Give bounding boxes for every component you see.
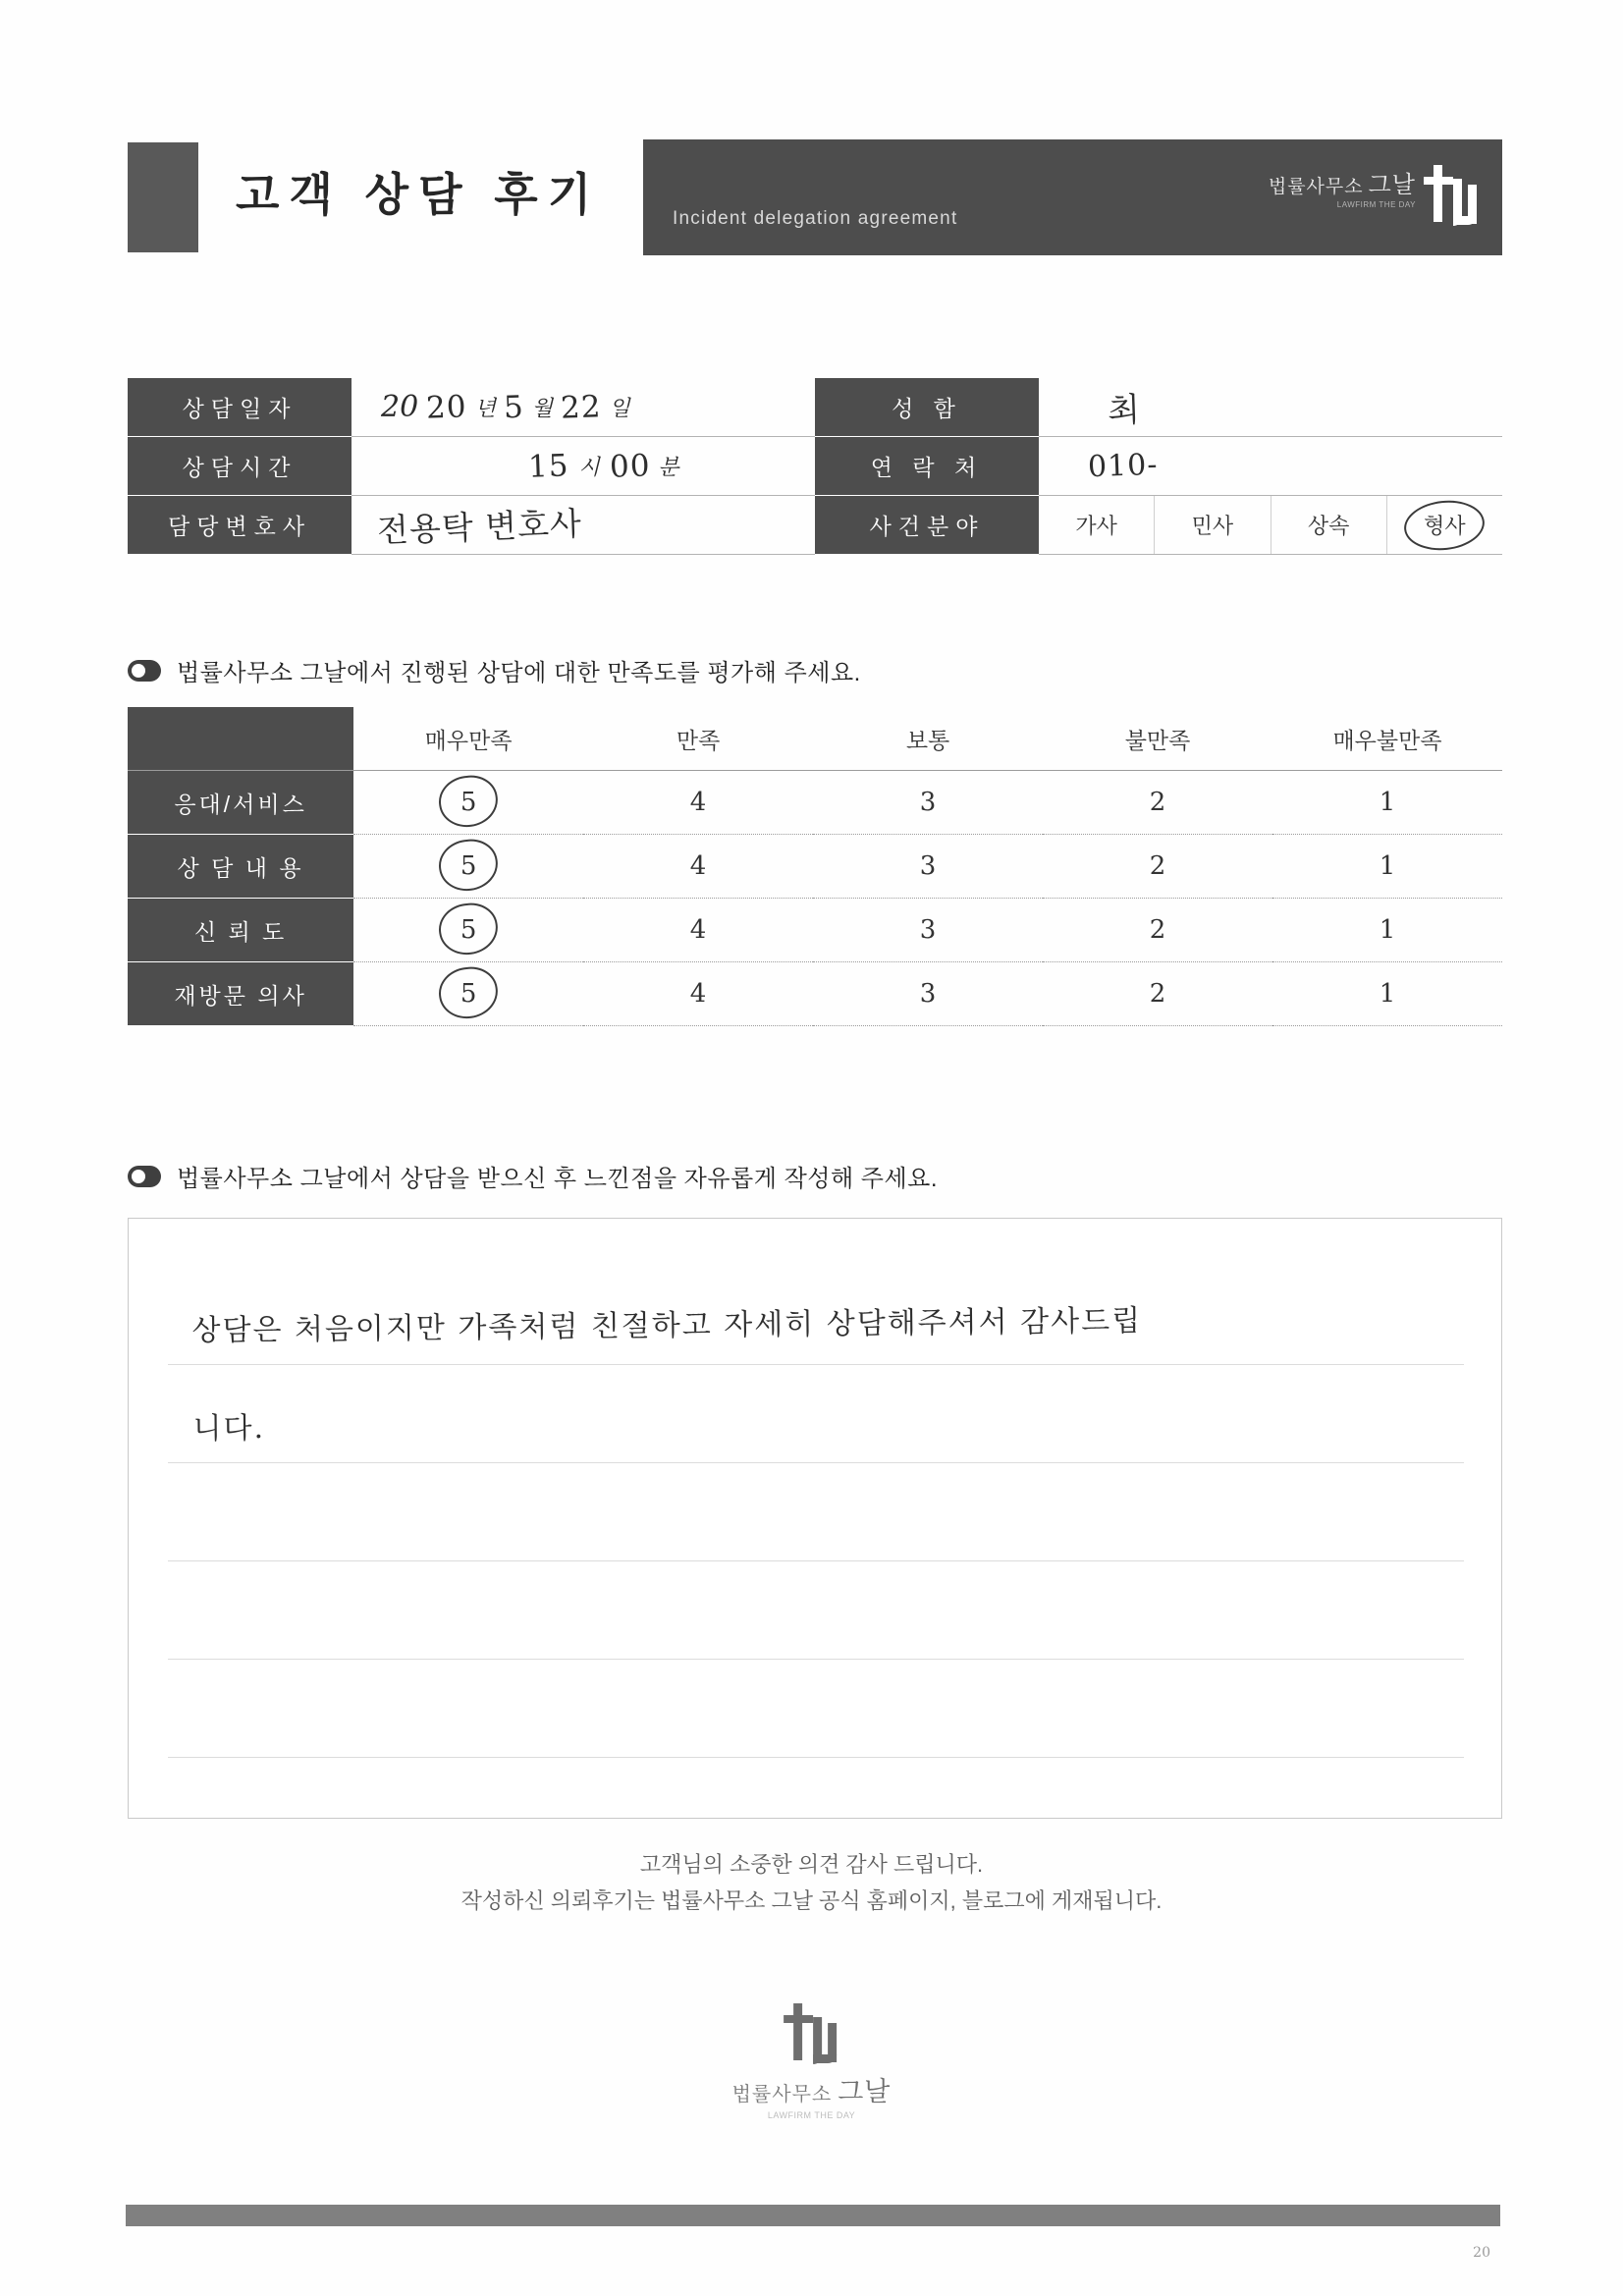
rating-row-label-content: 상 담 내 용: [128, 835, 353, 899]
rating-cell-service-3[interactable]: [813, 771, 1043, 835]
info-row-lawyer: [128, 496, 815, 555]
footer-brand-mark-icon: [784, 2003, 839, 2064]
rating-cell-trust-4[interactable]: [583, 899, 813, 962]
rating-cell-trust-1[interactable]: [1272, 899, 1502, 962]
info-row-case-field: [815, 496, 1502, 555]
brand-prefix: 법률사무소: [1268, 176, 1364, 197]
info-row-date: [128, 378, 815, 437]
brand-logo: [1269, 165, 1479, 226]
rating-corner-cell: [128, 707, 353, 771]
date-year-suffix: 년: [474, 397, 496, 421]
rating-cell-service-2[interactable]: [1043, 771, 1272, 835]
score-value: 2: [1149, 851, 1166, 881]
question-2: [128, 1159, 938, 1193]
date-day-suffix: 일: [609, 397, 630, 421]
info-label-contact: 연 락 처: [815, 437, 1039, 496]
client-name-handwritten: 최: [1107, 390, 1142, 431]
score-value: 1: [1379, 851, 1396, 881]
info-value-time[interactable]: [352, 437, 815, 496]
info-label-lawyer: 담당변호사: [128, 496, 352, 555]
time-hour-suffix: 시: [578, 456, 600, 480]
footer-note-line-2: 작성하신 의뢰후기는 법률사무소 그날 공식 홈페이지, 블로그에 게재됩니다.: [460, 1888, 1163, 1914]
rating-cell-revisit-1[interactable]: [1272, 962, 1502, 1026]
info-row-contact: [815, 437, 1502, 496]
header-bar: [643, 139, 1502, 255]
rating-column-neutral: 보통: [813, 707, 1043, 771]
rating-cell-content-3[interactable]: [813, 835, 1043, 899]
score-value: 1: [1379, 979, 1396, 1009]
comment-line-2: 니다.: [192, 1411, 266, 1447]
rating-cell-content-2[interactable]: [1043, 835, 1272, 899]
score-value: 3: [919, 788, 937, 817]
time-minute-suffix: 분: [658, 456, 679, 480]
time-hour-value: 15: [527, 447, 570, 485]
footer-notes: [0, 1846, 1623, 1920]
score-value: 5: [460, 979, 477, 1009]
info-label-time: 상담시간: [128, 437, 352, 496]
header-subtitle: Incident delegation agreement: [673, 208, 958, 229]
score-value: 5: [460, 851, 477, 881]
rating-cell-content-1[interactable]: [1272, 835, 1502, 899]
info-row-time: [128, 437, 815, 496]
info-right-column: [815, 378, 1502, 555]
bullet-icon: [128, 660, 161, 682]
date-month-suffix: 월: [531, 397, 553, 421]
rating-cell-service-4[interactable]: [583, 771, 813, 835]
date-month-value: 5: [503, 389, 525, 425]
rating-cell-revisit-5[interactable]: [353, 962, 583, 1026]
table-row: [128, 899, 1502, 962]
rating-cell-revisit-2[interactable]: [1043, 962, 1272, 1026]
date-year-value: 20: [425, 388, 468, 426]
comment-handwritten-text: [191, 1269, 1470, 1479]
info-value-name[interactable]: [1039, 378, 1502, 437]
case-field-option-civil[interactable]: 민사: [1154, 496, 1270, 554]
table-row: [128, 771, 1502, 835]
footer-brand-korean: [732, 2070, 892, 2108]
satisfaction-rating-table: [128, 707, 1502, 1026]
rating-column-satisfied: 만족: [583, 707, 813, 771]
info-label-case-field: 사건분야: [815, 496, 1039, 555]
rating-column-dissatisfied: 불만족: [1043, 707, 1272, 771]
score-value: 2: [1149, 788, 1166, 817]
rating-cell-revisit-4[interactable]: [583, 962, 813, 1026]
rating-cell-trust-3[interactable]: [813, 899, 1043, 962]
rating-cell-service-5[interactable]: [353, 771, 583, 835]
footer-brand-name: 그날: [838, 2077, 892, 2106]
score-value: 2: [1149, 979, 1166, 1009]
info-value-date[interactable]: [352, 378, 815, 437]
score-value: 4: [689, 979, 707, 1009]
score-value: 4: [689, 851, 707, 881]
info-row-name: [815, 378, 1502, 437]
info-label-date: 상담일자: [128, 378, 352, 437]
rating-cell-trust-2[interactable]: [1043, 899, 1272, 962]
score-value: 1: [1379, 915, 1396, 945]
score-value: 5: [460, 788, 477, 817]
rating-row-label-revisit: 재방문 의사: [128, 962, 353, 1026]
score-value: 4: [689, 788, 707, 817]
question-1-text: 법률사무소 그날에서 진행된 상담에 대한 만족도를 평가해 주세요.: [177, 660, 861, 686]
brand-name: 그날: [1368, 171, 1416, 198]
comment-line-1: 상담은 처음이지만 가족처럼 친절하고 자세히 상담해주셔서 감사드립: [191, 1303, 1143, 1348]
footer-brand-prefix: 법률사무소: [731, 2084, 833, 2105]
brand-mark-icon: [1424, 165, 1479, 226]
header-accent-square: [128, 142, 198, 252]
page-title: 고객 상담 후기: [236, 169, 602, 220]
score-value: 5: [460, 915, 477, 945]
rating-cell-trust-5[interactable]: [353, 899, 583, 962]
case-field-option-criminal[interactable]: 형사: [1386, 496, 1502, 554]
time-minute-value: 00: [609, 447, 651, 485]
lawyer-name-handwritten: 전용탁 변호사: [376, 504, 583, 550]
info-value-contact[interactable]: [1039, 437, 1502, 496]
info-value-lawyer[interactable]: [352, 496, 815, 555]
rating-column-very-dissatisfied: 매우불만족: [1272, 707, 1502, 771]
footer-note-line-1: 고객님의 소중한 의견 감사 드립니다.: [639, 1852, 984, 1877]
free-comment-box[interactable]: [128, 1218, 1502, 1819]
case-field-option-inheritance[interactable]: 상속: [1271, 496, 1386, 554]
rating-cell-content-5[interactable]: [353, 835, 583, 899]
score-value: 3: [919, 851, 937, 881]
question-2-text: 법률사무소 그날에서 상담을 받으신 후 느낀점을 자유롭게 작성해 주세요.: [177, 1166, 939, 1192]
case-field-option-family[interactable]: 가사: [1075, 514, 1117, 538]
score-value: 3: [919, 979, 937, 1009]
rating-row-label-service: 응대/서비스: [128, 771, 353, 835]
footer-bar: [126, 2205, 1500, 2226]
brand-logo-english: LAWFIRM THE DAY: [1336, 200, 1416, 210]
score-value: 1: [1379, 788, 1396, 817]
date-year-prefix: 20: [381, 390, 419, 424]
page-number: 20: [1473, 2245, 1490, 2261]
rating-cell-content-4[interactable]: [583, 835, 813, 899]
table-row: [128, 835, 1502, 899]
bullet-icon: [128, 1166, 161, 1187]
brand-logo-korean: [1269, 173, 1416, 198]
info-label-name: 성 함: [815, 378, 1039, 437]
rating-header-row: [128, 707, 1502, 771]
footer-brand-english: LAWFIRM THE DAY: [767, 2110, 856, 2120]
info-value-case-field: [1039, 496, 1502, 555]
footer-brand-logo: [732, 2003, 892, 2120]
table-row: [128, 962, 1502, 1026]
consultation-info-table: [128, 378, 1502, 555]
contact-handwritten: 010-: [1087, 447, 1159, 485]
document-header: [128, 137, 1502, 260]
score-value: 2: [1149, 915, 1166, 945]
date-day-value: 22: [560, 388, 602, 426]
question-1: [128, 653, 861, 687]
score-value: 3: [919, 915, 937, 945]
score-value: 4: [689, 915, 707, 945]
rating-column-very-satisfied: 매우만족: [353, 707, 583, 771]
rating-cell-service-1[interactable]: [1272, 771, 1502, 835]
info-left-column: [128, 378, 815, 555]
rating-row-label-trust: 신 뢰 도: [128, 899, 353, 962]
rating-cell-revisit-3[interactable]: [813, 962, 1043, 1026]
